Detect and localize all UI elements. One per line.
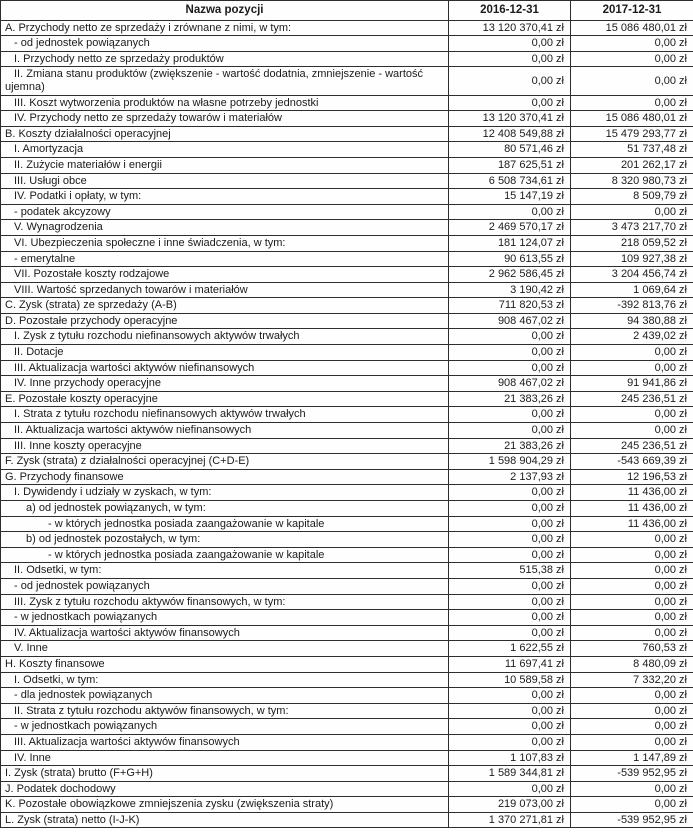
value-2016: 0,00 zł <box>449 719 571 735</box>
row-label: - w których jednostka posiada zaangażowanie w kapitale <box>1 547 449 563</box>
value-2016: 0,00 zł <box>449 610 571 626</box>
table-row <box>1 594 693 610</box>
column-header-name: Nazwa pozycji <box>1 1 449 21</box>
row-label: II. Zmiana stanu produktów (zwiększenie - wartość dodatnia, zmniejszenie - wartość ujemna) <box>1 67 449 95</box>
table-row <box>1 797 693 813</box>
row-label: I. Przychody netto ze sprzedaży produktów <box>1 51 449 67</box>
value-2017: 11 436,00 zł <box>571 501 693 517</box>
value-2017: 760,53 zł <box>571 641 693 657</box>
table-row <box>1 641 693 657</box>
value-2016: 3 190,42 zł <box>449 282 571 298</box>
value-2016: 80 571,46 zł <box>449 142 571 158</box>
value-2017: 2 439,02 zł <box>571 329 693 345</box>
row-label: A. Przychody netto ze sprzedaży i zrównane z nimi, w tym: <box>1 20 449 36</box>
value-2016: 1 622,55 zł <box>449 641 571 657</box>
value-2016: 0,00 zł <box>449 485 571 501</box>
table-row <box>1 67 693 95</box>
row-label: E. Pozostałe koszty operacyjne <box>1 391 449 407</box>
value-2016: 0,00 zł <box>449 594 571 610</box>
table-row <box>1 36 693 52</box>
value-2016: 0,00 zł <box>449 345 571 361</box>
value-2017: 11 436,00 zł <box>571 516 693 532</box>
value-2017: 0,00 zł <box>571 563 693 579</box>
table-row <box>1 719 693 735</box>
value-2017: 0,00 zł <box>571 67 693 95</box>
table-row <box>1 360 693 376</box>
row-label: - emerytalne <box>1 251 449 267</box>
value-2016: 0,00 zł <box>449 360 571 376</box>
header-row <box>1 1 693 21</box>
table-row <box>1 532 693 548</box>
table-row <box>1 142 693 158</box>
value-2017: 0,00 zł <box>571 407 693 423</box>
value-2016: 0,00 zł <box>449 625 571 641</box>
row-label: II. Strata z tytułu rozchodu aktywów finansowych, w tym: <box>1 703 449 719</box>
value-2016: 90 613,55 zł <box>449 251 571 267</box>
value-2016: 2 137,93 zł <box>449 469 571 485</box>
row-label: VII. Pozostałe koszty rodzajowe <box>1 267 449 283</box>
table-row <box>1 376 693 392</box>
row-label: IV. Aktualizacja wartości aktywów finansowych <box>1 625 449 641</box>
value-2016: 12 408 549,88 zł <box>449 126 571 142</box>
value-2016: 13 120 370,41 zł <box>449 111 571 127</box>
table-row <box>1 750 693 766</box>
value-2016: 0,00 zł <box>449 36 571 52</box>
table-row <box>1 625 693 641</box>
table-row <box>1 235 693 251</box>
value-2017: 0,00 zł <box>571 703 693 719</box>
row-label: II. Odsetki, w tym: <box>1 563 449 579</box>
row-label: J. Podatek dochodowy <box>1 781 449 797</box>
table-row <box>1 282 693 298</box>
value-2016: 0,00 zł <box>449 703 571 719</box>
value-2016: 0,00 zł <box>449 423 571 439</box>
value-2017: 0,00 zł <box>571 51 693 67</box>
value-2016: 1 589 344,81 zł <box>449 766 571 782</box>
table-row <box>1 329 693 345</box>
value-2017: 0,00 zł <box>571 423 693 439</box>
value-2016: 0,00 zł <box>449 547 571 563</box>
value-2016: 0,00 zł <box>449 516 571 532</box>
table-row <box>1 485 693 501</box>
row-label: I. Dywidendy i udziały w zyskach, w tym: <box>1 485 449 501</box>
value-2017: 0,00 zł <box>571 781 693 797</box>
table-row <box>1 812 693 828</box>
row-label: - w jednostkach powiązanych <box>1 719 449 735</box>
table-row <box>1 204 693 220</box>
table-row <box>1 610 693 626</box>
value-2016: 6 508 734,61 zł <box>449 173 571 189</box>
value-2016: 21 383,26 zł <box>449 391 571 407</box>
row-label: IV. Inne <box>1 750 449 766</box>
value-2017: 245 236,51 zł <box>571 391 693 407</box>
value-2017: 201 262,17 zł <box>571 157 693 173</box>
value-2017: 0,00 zł <box>571 578 693 594</box>
value-2017: 0,00 zł <box>571 625 693 641</box>
value-2016: 1 370 271,81 zł <box>449 812 571 828</box>
value-2016: 0,00 zł <box>449 781 571 797</box>
table-row <box>1 267 693 283</box>
row-label: H. Koszty finansowe <box>1 656 449 672</box>
row-label: III. Koszt wytworzenia produktów na własne potrzeby jednostki <box>1 95 449 111</box>
row-label: - w jednostkach powiązanych <box>1 610 449 626</box>
value-2016: 10 589,58 zł <box>449 672 571 688</box>
row-label: III. Usługi obce <box>1 173 449 189</box>
table-row <box>1 220 693 236</box>
value-2016: 15 147,19 zł <box>449 189 571 205</box>
table-header <box>1 1 693 21</box>
table-row <box>1 688 693 704</box>
value-2016: 2 469 570,17 zł <box>449 220 571 236</box>
row-label: B. Koszty działalności operacyjnej <box>1 126 449 142</box>
value-2017: 8 509,79 zł <box>571 189 693 205</box>
value-2017: -543 669,39 zł <box>571 454 693 470</box>
value-2017: 0,00 zł <box>571 688 693 704</box>
table-row <box>1 95 693 111</box>
value-2017: 8 480,09 zł <box>571 656 693 672</box>
value-2016: 0,00 zł <box>449 407 571 423</box>
table-row <box>1 703 693 719</box>
value-2016: 0,00 zł <box>449 501 571 517</box>
table-row <box>1 438 693 454</box>
table-row <box>1 563 693 579</box>
value-2017: 0,00 zł <box>571 36 693 52</box>
table-row <box>1 51 693 67</box>
table-row <box>1 423 693 439</box>
table-row <box>1 126 693 142</box>
row-label: I. Strata z tytułu rozchodu niefinansowych aktywów trwałych <box>1 407 449 423</box>
value-2017: 7 332,20 zł <box>571 672 693 688</box>
value-2016: 0,00 zł <box>449 51 571 67</box>
row-label: III. Zysk z tytułu rozchodu aktywów finansowych, w tym: <box>1 594 449 610</box>
value-2016: 187 625,51 zł <box>449 157 571 173</box>
value-2017: 0,00 zł <box>571 610 693 626</box>
row-label: III. Aktualizacja wartości aktywów niefinansowych <box>1 360 449 376</box>
table-row <box>1 157 693 173</box>
row-label: F. Zysk (strata) z działalności operacyjnej (C+D-E) <box>1 454 449 470</box>
row-label: II. Dotacje <box>1 345 449 361</box>
value-2017: 0,00 zł <box>571 532 693 548</box>
value-2016: 1 107,83 zł <box>449 750 571 766</box>
table-row <box>1 766 693 782</box>
table-row <box>1 578 693 594</box>
value-2017: -539 952,95 zł <box>571 766 693 782</box>
value-2017: -392 813,76 zł <box>571 298 693 314</box>
table-row <box>1 391 693 407</box>
table-row <box>1 781 693 797</box>
value-2017: 3 473 217,70 zł <box>571 220 693 236</box>
value-2016: 0,00 zł <box>449 329 571 345</box>
table-row <box>1 111 693 127</box>
value-2016: 11 697,41 zł <box>449 656 571 672</box>
table-row <box>1 516 693 532</box>
value-2017: 0,00 zł <box>571 594 693 610</box>
value-2017: 15 086 480,01 zł <box>571 20 693 36</box>
row-label: VI. Ubezpieczenia społeczne i inne świadczenia, w tym: <box>1 235 449 251</box>
row-label: - podatek akcyzowy <box>1 204 449 220</box>
row-label: D. Pozostałe przychody operacyjne <box>1 313 449 329</box>
value-2017: 3 204 456,74 zł <box>571 267 693 283</box>
value-2016: 21 383,26 zł <box>449 438 571 454</box>
value-2017: 109 927,38 zł <box>571 251 693 267</box>
value-2017: 1 147,89 zł <box>571 750 693 766</box>
row-label: C. Zysk (strata) ze sprzedaży (A-B) <box>1 298 449 314</box>
table-row <box>1 672 693 688</box>
value-2016: 0,00 zł <box>449 204 571 220</box>
table-row <box>1 469 693 485</box>
value-2017: 0,00 zł <box>571 547 693 563</box>
row-label: VIII. Wartość sprzedanych towarów i materiałów <box>1 282 449 298</box>
value-2016: 0,00 zł <box>449 688 571 704</box>
table-row <box>1 734 693 750</box>
row-label: - od jednostek powiązanych <box>1 578 449 594</box>
value-2017: -539 952,95 zł <box>571 812 693 828</box>
table-row <box>1 407 693 423</box>
value-2017: 15 479 293,77 zł <box>571 126 693 142</box>
row-label: K. Pozostałe obowiązkowe zmniejszenia zysku (zwiększenia straty) <box>1 797 449 813</box>
row-label: I. Zysk z tytułu rozchodu niefinansowych aktywów trwałych <box>1 329 449 345</box>
row-label: III. Aktualizacja wartości aktywów finansowych <box>1 734 449 750</box>
value-2016: 515,38 zł <box>449 563 571 579</box>
table-row <box>1 656 693 672</box>
value-2017: 12 196,53 zł <box>571 469 693 485</box>
row-label: IV. Inne przychody operacyjne <box>1 376 449 392</box>
table-row <box>1 345 693 361</box>
value-2017: 0,00 zł <box>571 734 693 750</box>
row-label: b) od jednostek pozostałych, w tym: <box>1 532 449 548</box>
column-header-2017: 2017-12-31 <box>571 1 693 21</box>
column-header-2016: 2016-12-31 <box>449 1 571 21</box>
row-label: I. Amortyzacja <box>1 142 449 158</box>
row-label: - od jednostek powiązanych <box>1 36 449 52</box>
value-2016: 0,00 zł <box>449 734 571 750</box>
row-label: II. Zużycie materiałów i energii <box>1 157 449 173</box>
table-row <box>1 251 693 267</box>
value-2017: 15 086 480,01 zł <box>571 111 693 127</box>
row-label: I. Zysk (strata) brutto (F+G+H) <box>1 766 449 782</box>
value-2017: 0,00 zł <box>571 95 693 111</box>
value-2016: 0,00 zł <box>449 532 571 548</box>
value-2017: 94 380,88 zł <box>571 313 693 329</box>
row-label: IV. Podatki i opłaty, w tym: <box>1 189 449 205</box>
value-2016: 0,00 zł <box>449 67 571 95</box>
value-2017: 0,00 zł <box>571 360 693 376</box>
value-2017: 245 236,51 zł <box>571 438 693 454</box>
value-2017: 51 737,48 zł <box>571 142 693 158</box>
value-2017: 218 059,52 zł <box>571 235 693 251</box>
row-label: V. Wynagrodzenia <box>1 220 449 236</box>
value-2016: 2 962 586,45 zł <box>449 267 571 283</box>
table-row <box>1 454 693 470</box>
table-row <box>1 501 693 517</box>
table-row <box>1 189 693 205</box>
value-2017: 91 941,86 zł <box>571 376 693 392</box>
table-body <box>1 20 693 828</box>
value-2016: 0,00 zł <box>449 95 571 111</box>
table-row <box>1 298 693 314</box>
value-2016: 908 467,02 zł <box>449 313 571 329</box>
value-2017: 11 436,00 zł <box>571 485 693 501</box>
row-label: II. Aktualizacja wartości aktywów niefinansowych <box>1 423 449 439</box>
value-2016: 711 820,53 zł <box>449 298 571 314</box>
row-label: a) od jednostek powiązanych, w tym: <box>1 501 449 517</box>
value-2016: 0,00 zł <box>449 578 571 594</box>
row-label: - w których jednostka posiada zaangażowanie w kapitale <box>1 516 449 532</box>
value-2016: 908 467,02 zł <box>449 376 571 392</box>
table-row <box>1 313 693 329</box>
row-label: III. Inne koszty operacyjne <box>1 438 449 454</box>
row-label: L. Zysk (strata) netto (I-J-K) <box>1 812 449 828</box>
table-row <box>1 547 693 563</box>
value-2016: 219 073,00 zł <box>449 797 571 813</box>
row-label: G. Przychody finansowe <box>1 469 449 485</box>
value-2016: 13 120 370,41 zł <box>449 20 571 36</box>
row-label: V. Inne <box>1 641 449 657</box>
value-2017: 8 320 980,73 zł <box>571 173 693 189</box>
table-row <box>1 173 693 189</box>
value-2017: 1 069,64 zł <box>571 282 693 298</box>
table-row <box>1 20 693 36</box>
row-label: IV. Przychody netto ze sprzedaży towarów i materiałów <box>1 111 449 127</box>
value-2017: 0,00 zł <box>571 797 693 813</box>
value-2017: 0,00 zł <box>571 719 693 735</box>
value-2016: 181 124,07 zł <box>449 235 571 251</box>
value-2016: 1 598 904,29 zł <box>449 454 571 470</box>
value-2017: 0,00 zł <box>571 204 693 220</box>
value-2017: 0,00 zł <box>571 345 693 361</box>
row-label: I. Odsetki, w tym: <box>1 672 449 688</box>
row-label: - dla jednostek powiązanych <box>1 688 449 704</box>
